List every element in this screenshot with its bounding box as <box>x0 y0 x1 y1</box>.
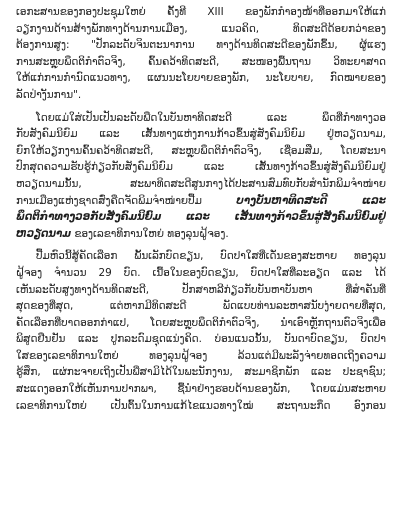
text-line: ໃຫ້ແກ່ການກຳນົດແນວທາງ, ແຜນນະໂຍບາຍຂອງພັກ, ນະໂຍບາຍ, ກົດໝາຍຂອງ <box>16 72 386 85</box>
text-line: ລັດປ່າງັນການ". <box>16 88 82 101</box>
text-line: ຫວຽດນາມນັ້ນ, ສະພາທິດສະດີສູນກາງໄດ້ປະສານສົມທົບກັບສຳນັກພິມຈຳໜ່າຍ <box>16 177 386 190</box>
book-title: ຫວຽດນາມ <box>16 227 72 240</box>
text-line: ຍົກໃຫ້ວຽກງານຄົ້ນຄວ້າທິດສະດີ, ສະຫຼຸບພຶດຕິກຳຕົວຈິງ, ເຊື່ອມສືມ, ໂດຍສະນາ <box>16 144 386 157</box>
text-line <box>16 226 386 243</box>
book-title-line: ພຶດຕິກຳທາງວອກັບສັງຄົມນິຍົມ ແລະ ເສັ້ນທາງກ້າວຂຶ້ນສູ່ສັງຄົມນິຍົມຢູ່ <box>16 211 386 224</box>
paragraph-3 <box>16 248 386 414</box>
text-line: ສຸດຂອງທີ່ສຸດ, ແຕ່ຫາກມີທິດສະດີ ພັດແບບທ່ານລະຫາສນັບງ່າຍດາຍທີ່ສຸດ, <box>16 300 386 313</box>
text-line: ໃສຂອງເລຂາທິການໃຫຍ່ ທອງລຸນຝູ້ຈອງ ລ້ວນແຕ່ມີພະລັງຈ່າຍທອດເຖິງຄວາມ <box>16 349 386 362</box>
text-line: ຕ້ອງການສູງ: "ປັກລະດັບຈິນຕະນາການ ທາງດ້ານທິດສະດີຂອງພັກຂຶ້ນ, ຜູ້ແຮງ <box>16 39 386 52</box>
paragraph-1 <box>16 4 386 104</box>
text-line: ເອກະສານຂອງກອງປະຊຸມໃຫຍ່ ຄັ້ງທີ XIII ຂອງພັກກຳອງໜ້າທີ່ອອກມາໃຫ້ແກ່ <box>16 6 386 18</box>
text-line: ຝູ້ຈອງ ຈຳນວນ 29 ບົດ. ເນື້ອໃນຂອງບົດຂຽນ, ບົດປາໃສທີ່ລະອຽດ ແລະ ໄດ້ <box>16 266 386 279</box>
paragraph-2 <box>16 110 386 243</box>
text-segment: ການເມືອງແຫ່ງຊາດສົ່ງຄືດຈັດພິມຈຳໜ່າຍປື້ມ <box>16 194 202 207</box>
text-line: ກັບສັງຄົມນິຍົມ ແລະ ເສັ້ນທາງແຫ່ງການກ້າວຂຶ້ນສູ່ສັງຄົມນິຍົມ ຢູ່ຫວຽດນາມ, <box>16 128 386 141</box>
text-line: ການສະຫຼຸບພຶດຕິກຳຕົວຈິງ, ຄົ້ນຄວ້າທິດສະດີ, ສະໜອງພື້ນຖານ ວິທະຍາສາດ <box>16 55 386 68</box>
book-title: ບາງບັນຫາທິດສະດີ ແລະ <box>236 194 386 207</box>
text-line: ສະແດງອອກໃຫ້ເຫັນການປາກພາ, ຊື້ນຳຢ່າງຮອບດ້ານຂອງພັກ, ໂດຍແມ່ນສະຫາຍ <box>16 383 386 396</box>
author-reference: ຂອງເລຂາທິການໃຫຍ່ ທອງລຸນຝູ້ຈອງ. <box>74 227 229 240</box>
text-line: ວຽກງານດ້ານສ້າງພັກທາງດ້ານການເມືອງ, ແນວຄິດ, ທິດສະດີດ້ອຍກວ່າຂອງ <box>16 22 386 35</box>
text-line: ຮູ້ສຶກ, ແຜ່ກະຈາຍເຖິງເປັນພີ່ສາມິໄດ້ໃນພະນັກງານ, ສະມາຊິກພັກ ແລະ ປະຊາຊົນ; <box>16 366 386 379</box>
text-line <box>16 193 386 210</box>
text-line: ຄັດເລືອກທີ່ບາດອອກກ່າແປ, ໂດຍສະຫຼຸບພຶດຕິກຳຕົວຈິງ, ນໍາເອົາຫຼັກຖານຕົວຈິງເພື່ອ <box>16 316 386 329</box>
text-line: ປົກສຸດຄວາມຮັບຮູ້ກ່ຽວກັບສັງຄົມນິຍົມ ແລະ ເສັ້ນທາງກ້າວຂຶ້ນສູ່ສັງຄົມນິຍົມຢູ່ <box>16 161 386 174</box>
text-line: ປື້ມຫົວນີ້ສູ້ຄັດເລືອກ ພັ້ນເລັກບົດຂຽນ, ບົດປາໃສທີ່ເດັ່ນຂອງສະຫາຍ ທອງລຸນ <box>36 250 386 263</box>
text-line: ເຫັນລະດັບສູງທາງດ້ານທິດສະດີ, ປັກສາຫລີກ່ຽວກັບບັນຫາບັນຫາ ທີ່ສຳຄັນທີ່ <box>16 283 386 296</box>
text-line: ພິສູດຢືນຢັນ ແລະ ປູກລະດົມຊຸດແນ່ງຄິດ. ບ່ອນແນວນັ້ນ, ບັນດາບົດຂຽນ, ບົດປາ <box>16 333 386 346</box>
text-line: ເລຂາທິການໃຫຍ່ ເປັນຕົ້ນໃນການແກ້ໄຂແນວທາງໃໝ່ ສະຖານະກຶດ ອົງກອນ <box>16 399 386 412</box>
text-line: ໂດຍແມ່ໃສ່ເປັນເປັນລະດັບພືດໃນບັນຫາທິດສະດີ ແລະ ພຶດທີ່ກຳທາງວອ <box>36 111 386 124</box>
